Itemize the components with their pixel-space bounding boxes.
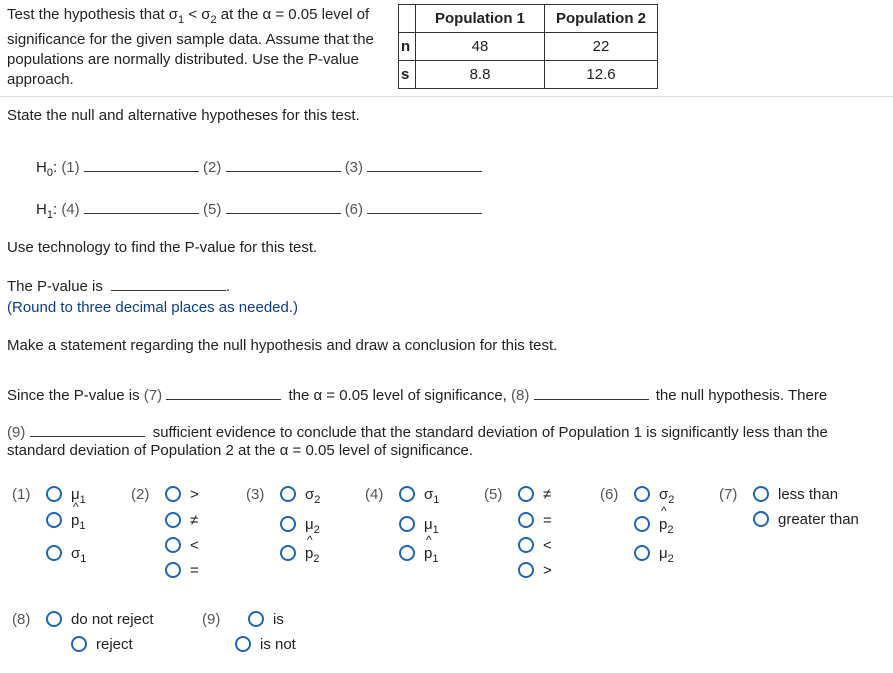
blank-label-1: (1) xyxy=(61,159,80,176)
group-6-option-mu2[interactable]: $\mu_2$ xyxy=(634,545,674,565)
group-1-option-sigma1[interactable]: $\sigma_1$ xyxy=(46,545,86,565)
group-7-option-less-than[interactable]: less than xyxy=(753,486,838,503)
radio-circle[interactable] xyxy=(518,562,534,578)
group-7-label: (7) xyxy=(719,486,738,503)
group-8-label: (8) xyxy=(12,611,31,628)
group-5-option-gt[interactable]: > xyxy=(518,562,552,579)
blank-3[interactable] xyxy=(367,157,482,172)
radio-circle[interactable] xyxy=(399,516,415,532)
group-5-option-eq[interactable]: = xyxy=(518,512,552,529)
group-4-label: (4) xyxy=(365,486,384,503)
radio-circle[interactable] xyxy=(280,545,296,561)
group-5-label: (5) xyxy=(484,486,503,503)
row-label-n: n xyxy=(399,33,416,61)
cell-s-pop1: 8.8 xyxy=(416,61,545,89)
radio-circle[interactable] xyxy=(399,486,415,502)
radio-circle[interactable] xyxy=(165,537,181,553)
header-population-1: Population 1 xyxy=(416,5,545,33)
group-3-option-mu2[interactable]: $\mu_2$ xyxy=(280,516,320,536)
statement-prompt: Make a statement regarding the null hypothesis and draw a conclusion for this test. xyxy=(7,337,558,354)
radio-circle[interactable] xyxy=(46,512,62,528)
radio-circle[interactable] xyxy=(518,486,534,502)
group-9-option-is[interactable]: is xyxy=(248,611,284,628)
cell-s-pop2: 12.6 xyxy=(545,61,658,89)
radio-circle[interactable] xyxy=(753,511,769,527)
group-9-option-is-not[interactable]: is not xyxy=(235,636,296,653)
radio-circle[interactable] xyxy=(399,545,415,561)
header-population-2: Population 2 xyxy=(545,5,658,33)
conclusion-part2: the α = 0.05 level of significance, xyxy=(288,387,507,404)
group-8-option-do-not-reject[interactable]: do not reject xyxy=(46,611,154,628)
group-3-option-p2[interactable]: ^ $p_2$ xyxy=(280,545,319,565)
pvalue-row xyxy=(7,276,230,295)
blank-2[interactable] xyxy=(226,157,341,172)
blank-5[interactable] xyxy=(226,199,341,214)
group-6-option-p2[interactable]: ^ $p_2$ xyxy=(634,516,673,536)
blank-9[interactable] xyxy=(30,422,145,437)
radio-circle[interactable] xyxy=(165,486,181,502)
pvalue-period: . xyxy=(226,278,231,295)
technology-prompt: Use technology to find the P-value for this test. xyxy=(7,239,318,256)
radio-circle[interactable] xyxy=(280,486,296,502)
state-hypotheses-prompt: State the null and alternative hypotheses for this test. xyxy=(7,107,360,124)
row-label-s: s xyxy=(399,61,416,89)
blank-label-4: (4) xyxy=(61,201,80,218)
radio-circle[interactable] xyxy=(280,516,296,532)
problem-statement: Test the hypothesis that $\sigma_1 < \sigma_2$ at the α = 0.05 level of significance for the given sample data. Assume that the populations are normally distributed. Use the P-value approach. xyxy=(7,6,374,88)
radio-circle[interactable] xyxy=(634,516,650,532)
radio-circle[interactable] xyxy=(46,611,62,627)
blank-label-2: (2) xyxy=(203,159,222,176)
blank-8[interactable] xyxy=(534,385,649,400)
cell-n-pop1: 48 xyxy=(416,33,545,61)
group-1-option-mu1[interactable]: $\mu_1$ xyxy=(46,486,86,506)
radio-circle[interactable] xyxy=(165,562,181,578)
radio-circle[interactable] xyxy=(518,537,534,553)
group-9-label: (9) xyxy=(202,611,221,628)
group-2-label: (2) xyxy=(131,486,150,503)
group-4-option-mu1[interactable]: $\mu_1$ xyxy=(399,516,439,536)
radio-circle[interactable] xyxy=(71,636,87,652)
group-6-label: (6) xyxy=(600,486,619,503)
blank-label-9: (9) xyxy=(7,424,26,441)
group-4-option-sigma1[interactable]: $\sigma_1$ xyxy=(399,486,439,506)
radio-circle[interactable] xyxy=(46,486,62,502)
group-3-label: (3) xyxy=(246,486,265,503)
conclusion-line-1 xyxy=(7,385,827,404)
blank-6[interactable] xyxy=(367,199,482,214)
radio-circle[interactable] xyxy=(165,512,181,528)
group-2-option-ne[interactable]: ≠ xyxy=(165,512,198,529)
blank-label-7: (7) xyxy=(143,387,163,404)
group-3-option-sigma2[interactable]: $\sigma_2$ xyxy=(280,486,320,506)
conclusion-part1: Since the P-value is xyxy=(7,387,140,404)
conclusion-line-3: standard deviation of Population 2 at the α = 0.05 level of significance. xyxy=(7,442,474,459)
radio-circle[interactable] xyxy=(753,486,769,502)
pvalue-input[interactable] xyxy=(111,276,226,291)
round-note: (Round to three decimal places as needed.) xyxy=(7,299,299,316)
group-5-option-lt[interactable]: < xyxy=(518,537,552,554)
blank-1[interactable] xyxy=(84,157,199,172)
null-hypothesis-row xyxy=(36,157,482,179)
group-2-option-gt[interactable]: > xyxy=(165,486,199,503)
divider xyxy=(0,96,893,97)
alt-hypothesis-row xyxy=(36,199,482,221)
radio-circle[interactable] xyxy=(248,611,264,627)
blank-label-8: (8) xyxy=(511,387,530,404)
group-4-option-p1[interactable]: ^ $p_1$ xyxy=(399,545,438,565)
cell-n-pop2: 22 xyxy=(545,33,658,61)
group-1-label: (1) xyxy=(12,486,31,503)
conclusion-part4: sufficient evidence to conclude that the standard deviation of Population 1 is significantly less than the xyxy=(152,424,828,441)
group-7-option-greater-than[interactable]: greater than xyxy=(753,511,859,528)
blank-4[interactable] xyxy=(84,199,199,214)
group-6-option-sigma2[interactable]: $\sigma_2$ xyxy=(634,486,674,506)
sample-data-table xyxy=(398,4,658,89)
conclusion-part3: the null hypothesis. There xyxy=(655,387,828,404)
group-5-option-ne[interactable]: ≠ xyxy=(518,486,551,503)
h1-label: $H_1$: xyxy=(36,201,58,221)
radio-circle[interactable] xyxy=(634,486,650,502)
blank-label-6: (6) xyxy=(344,201,364,218)
radio-circle[interactable] xyxy=(235,636,251,652)
group-2-option-eq[interactable]: = xyxy=(165,562,199,579)
blank-7[interactable] xyxy=(166,385,281,400)
radio-circle[interactable] xyxy=(518,512,534,528)
h0-label: $H_0$: xyxy=(36,159,58,179)
group-8-option-reject[interactable]: reject xyxy=(71,636,133,653)
blank-label-5: (5) xyxy=(203,201,222,218)
group-1-option-p1[interactable]: ^ $p_1$ xyxy=(46,512,85,532)
blank-label-3: (3) xyxy=(344,159,364,176)
pvalue-label: The P-value is xyxy=(7,278,103,295)
conclusion-line-2 xyxy=(7,422,828,441)
group-2-option-lt[interactable]: < xyxy=(165,537,199,554)
radio-circle[interactable] xyxy=(634,545,650,561)
radio-circle[interactable] xyxy=(46,545,62,561)
